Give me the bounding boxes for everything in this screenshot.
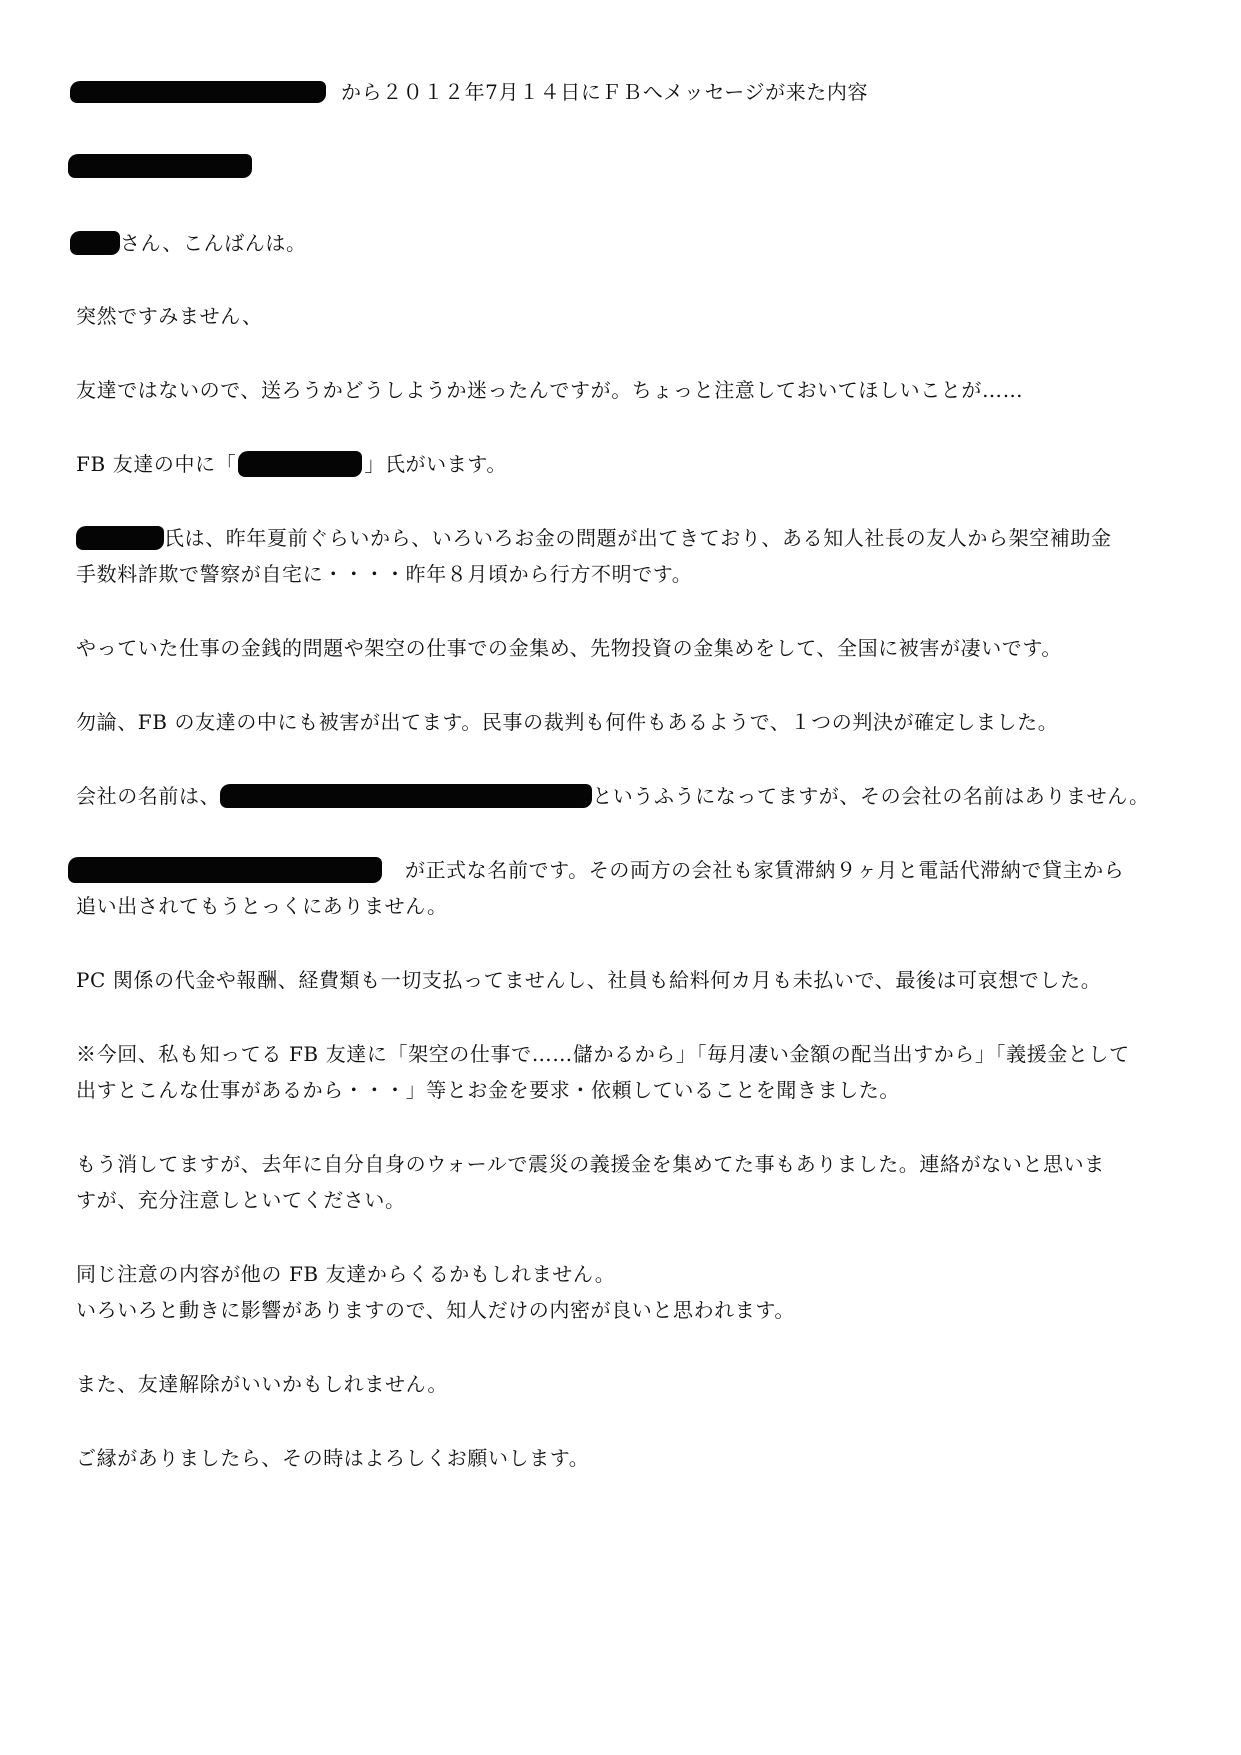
greeting-text: さん、こんばんは。 xyxy=(120,231,307,255)
paragraph-11-line-2: すが、充分注意しといてください。 xyxy=(76,1188,406,1212)
redacted-recipient-name xyxy=(70,231,120,255)
paragraph-1: 突然ですみません、 xyxy=(76,304,263,328)
redacted-official-company-name xyxy=(68,857,382,883)
redacted-person-name xyxy=(76,526,164,550)
paragraph-10-line-1: ※今回、私も知ってる FB 友達に「架空の仕事で……儲かるから」「毎月凄い金額の配当出すから」「義援金として xyxy=(76,1042,1130,1066)
paragraph-10-line-2: 出すとこんな仕事があるから・・・」等とお金を要求・依頼していることを聞きました。 xyxy=(76,1078,900,1102)
paragraph-5: やっていた仕事の金銭的問題や架空の仕事での金集め、先物投資の金集めをして、全国に被害が凄いです。 xyxy=(76,636,1062,660)
paragraph-8-line-1-text: が正式な名前です。その両方の会社も家賃滞納９ヶ月と電話代滞納で貸主から xyxy=(404,858,1125,882)
redacted-company-name xyxy=(220,784,592,808)
paragraph-3-before: FB 友達の中に「 xyxy=(76,452,237,476)
redacted-person-name xyxy=(238,451,362,477)
paragraph-3-after: 」氏がいます。 xyxy=(364,452,507,476)
paragraph-4-line-1 xyxy=(76,524,1112,552)
paragraph-13: また、友達解除がいいかもしれません。 xyxy=(76,1372,448,1396)
paragraph-4-line-2: 手数料詐欺で警察が自宅に・・・・昨年８月頃から行方不明です。 xyxy=(76,562,693,586)
redacted-sender-line xyxy=(68,152,252,180)
redacted-sender-id xyxy=(68,154,252,178)
header-text: から２０１２年7月１４日にＦＢへメッセージが来た内容 xyxy=(340,80,869,104)
paragraph-7-after: というふうになってますが、その会社の名前はありません。 xyxy=(592,784,1150,808)
paragraph-8-line-2: 追い出されてもうとっくにありません。 xyxy=(76,894,448,918)
paragraph-11-line-1: もう消してますが、去年に自分自身のウォールで震災の義援金を集めてた事もありました。連絡がないと思いま xyxy=(76,1152,1105,1176)
paragraph-12-line-2: いろいろと動きに影響がありますので、知人だけの内密が良いと思われます。 xyxy=(76,1298,795,1322)
paragraph-14: ご縁がありましたら、その時はよろしくお願いします。 xyxy=(76,1446,590,1470)
redacted-sender-name xyxy=(70,81,326,103)
paragraph-3 xyxy=(76,450,507,479)
paragraph-6: 勿論、FB の友達の中にも被害が出てます。民事の裁判も何件もあるようで、１つの判決が確定しました。 xyxy=(76,710,1059,734)
greeting-line xyxy=(70,229,307,257)
paragraph-7-before: 会社の名前は、 xyxy=(76,784,221,808)
paragraph-12-line-1: 同じ注意の内容が他の FB 友達からくるかもしれません。 xyxy=(76,1262,616,1286)
paragraph-4-line-1-text: 氏は、昨年夏前ぐらいから、いろいろお金の問題が出てきており、ある知人社長の友人から架空補助金 xyxy=(164,526,1112,550)
paragraph-7 xyxy=(76,782,1150,810)
header-line xyxy=(70,78,868,106)
paragraph-9: PC 関係の代金や報酬、経費類も一切支払ってませんし、社員も給料何カ月も未払いで、最後は可哀想でした。 xyxy=(76,968,1102,992)
paragraph-2: 友達ではないので、送ろうかどうしようか迷ったんですが。ちょっと注意しておいてほしいことが…… xyxy=(76,378,1024,402)
paragraph-8-line-1 xyxy=(68,856,1124,885)
